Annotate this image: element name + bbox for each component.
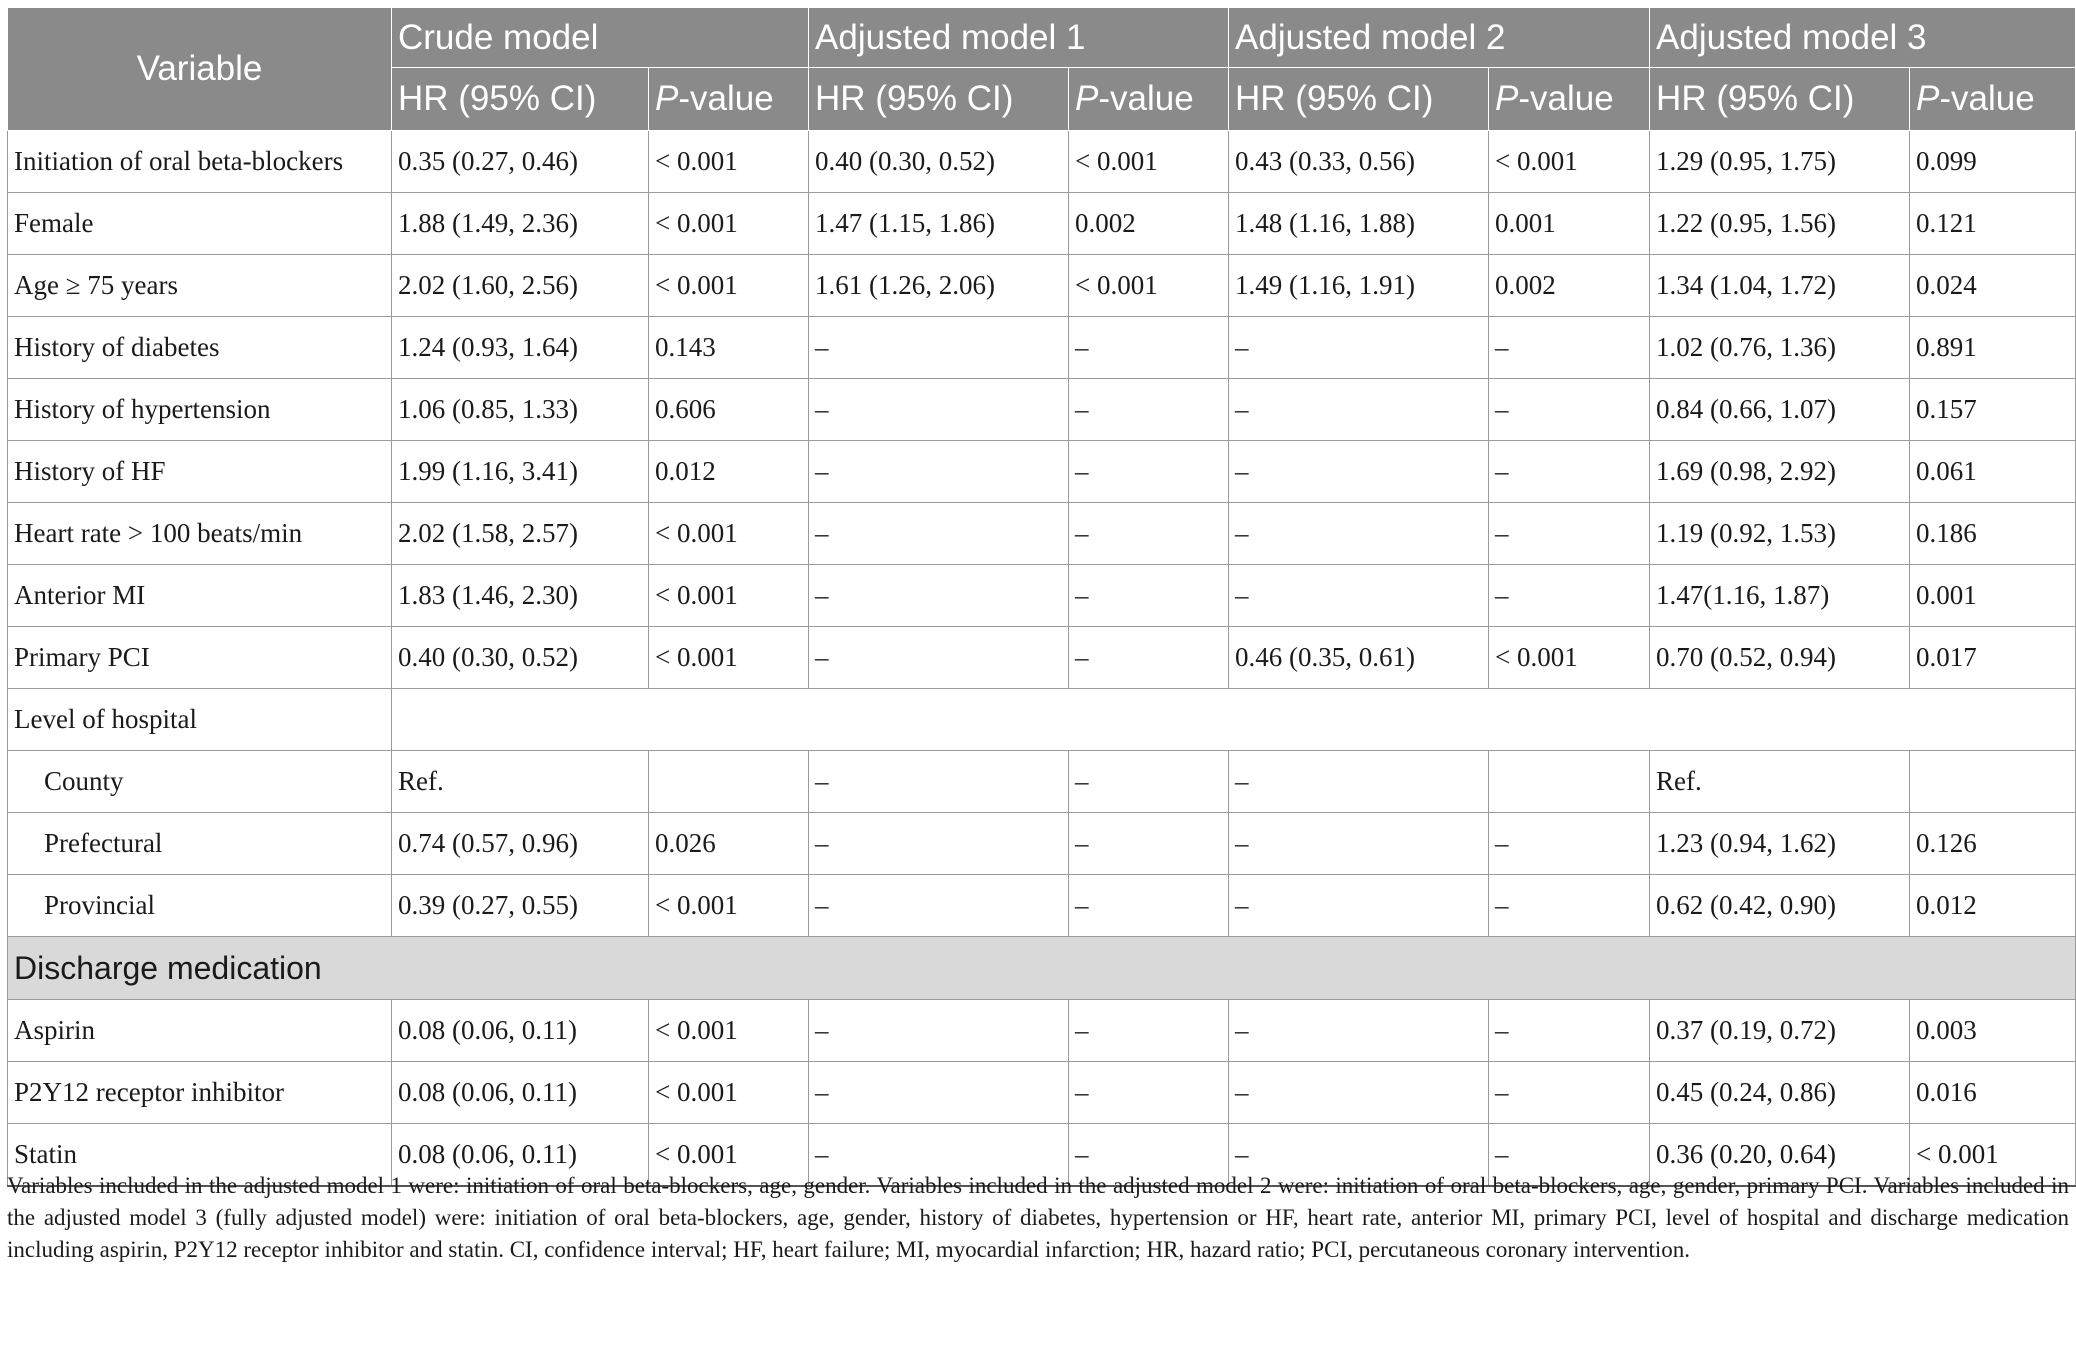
table-row — [8, 441, 2076, 503]
hr-cell: – — [809, 1000, 1069, 1062]
p-value-header — [649, 68, 809, 131]
row-label: Aspirin — [8, 1000, 392, 1062]
p-value-cell: 0.001 — [1910, 565, 2076, 627]
p-value-cell — [1910, 751, 2076, 813]
hr-cell: – — [809, 565, 1069, 627]
p-value-cell: 0.012 — [649, 441, 809, 503]
row-label: Primary PCI — [8, 627, 392, 689]
hr-cell: – — [1229, 1000, 1489, 1062]
p-value-cell: – — [1489, 1000, 1650, 1062]
hr-cell: – — [809, 1124, 1069, 1187]
row-label: Heart rate > 100 beats/min — [8, 503, 392, 565]
p-value-cell: 0.099 — [1910, 131, 2076, 193]
p-value-cell: < 0.001 — [1910, 1124, 2076, 1187]
hr-cell: – — [1229, 441, 1489, 503]
p-value-cell: 0.002 — [1489, 255, 1650, 317]
hr-cell: – — [1229, 1124, 1489, 1187]
p-value-cell: < 0.001 — [649, 503, 809, 565]
p-value-cell: < 0.001 — [649, 255, 809, 317]
hr-cell: – — [809, 627, 1069, 689]
hr-cell: 1.99 (1.16, 3.41) — [392, 441, 649, 503]
p-value-cell: 0.026 — [649, 813, 809, 875]
hr-ci-header: HR (95% CI) — [809, 68, 1069, 131]
table-row — [8, 875, 2076, 937]
hr-cell: 0.39 (0.27, 0.55) — [392, 875, 649, 937]
row-label: History of HF — [8, 441, 392, 503]
row-label: History of hypertension — [8, 379, 392, 441]
row-label: Initiation of oral beta-blockers — [8, 131, 392, 193]
p-value-cell: < 0.001 — [649, 1000, 809, 1062]
p-value-cell: < 0.001 — [649, 1062, 809, 1124]
p-value-cell: 0.126 — [1910, 813, 2076, 875]
table-row — [8, 627, 2076, 689]
table-body — [8, 131, 2076, 1187]
table-row — [8, 379, 2076, 441]
p-value-cell: – — [1069, 813, 1229, 875]
hr-cell: 1.02 (0.76, 1.36) — [1650, 317, 1910, 379]
p-value-cell — [649, 751, 809, 813]
p-value-header — [1910, 68, 2076, 131]
p-value-cell: 0.143 — [649, 317, 809, 379]
p-value-cell: – — [1489, 565, 1650, 627]
hr-cell: 1.48 (1.16, 1.88) — [1229, 193, 1489, 255]
hr-cell: 0.46 (0.35, 0.61) — [1229, 627, 1489, 689]
hr-cell: 0.08 (0.06, 0.11) — [392, 1124, 649, 1187]
p-value-cell: < 0.001 — [649, 131, 809, 193]
hr-cell: 2.02 (1.58, 2.57) — [392, 503, 649, 565]
p-value-cell: – — [1069, 1124, 1229, 1187]
p-value-cell: – — [1069, 1062, 1229, 1124]
p-value-cell: – — [1489, 503, 1650, 565]
row-label: Age ≥ 75 years — [8, 255, 392, 317]
adjusted-model-3-header: Adjusted model 3 — [1650, 8, 2076, 68]
hr-cell: – — [1229, 1062, 1489, 1124]
p-value-cell: – — [1489, 875, 1650, 937]
p-value-cell: – — [1489, 441, 1650, 503]
hr-cell: 0.74 (0.57, 0.96) — [392, 813, 649, 875]
hazard-ratio-table — [7, 7, 2076, 1187]
table-container — [7, 7, 2075, 1187]
p-letter: P — [1916, 79, 1940, 118]
p-value-cell: 0.016 — [1910, 1062, 2076, 1124]
p-value-cell: – — [1069, 503, 1229, 565]
row-label: Female — [8, 193, 392, 255]
p-value-cell: 0.024 — [1910, 255, 2076, 317]
p-value-cell: – — [1069, 379, 1229, 441]
p-value-cell: 0.061 — [1910, 441, 2076, 503]
p-value-cell: 0.003 — [1910, 1000, 2076, 1062]
crude-model-header: Crude model — [392, 8, 809, 68]
p-value-cell: 0.121 — [1910, 193, 2076, 255]
p-value-cell: < 0.001 — [649, 627, 809, 689]
hr-cell: Ref. — [1650, 751, 1910, 813]
hr-cell: 1.19 (0.92, 1.53) — [1650, 503, 1910, 565]
hr-cell: – — [809, 317, 1069, 379]
row-label: History of diabetes — [8, 317, 392, 379]
row-label: Statin — [8, 1124, 392, 1187]
table-row — [8, 751, 2076, 813]
hr-cell: – — [1229, 379, 1489, 441]
p-suffix: -value — [1098, 79, 1194, 118]
table-row — [8, 503, 2076, 565]
hr-cell: 0.62 (0.42, 0.90) — [1650, 875, 1910, 937]
adjusted-model-1-header: Adjusted model 1 — [809, 8, 1229, 68]
p-letter: P — [655, 79, 679, 118]
p-value-cell: 0.012 — [1910, 875, 2076, 937]
hr-cell: 1.49 (1.16, 1.91) — [1229, 255, 1489, 317]
hr-cell: 1.24 (0.93, 1.64) — [392, 317, 649, 379]
p-value-cell: – — [1489, 1124, 1650, 1187]
hr-cell: – — [809, 379, 1069, 441]
p-value-cell: – — [1489, 813, 1650, 875]
hr-cell: Ref. — [392, 751, 649, 813]
hr-cell: – — [809, 875, 1069, 937]
hr-cell: 0.40 (0.30, 0.52) — [809, 131, 1069, 193]
hr-cell: 1.47 (1.15, 1.86) — [809, 193, 1069, 255]
hr-cell: 1.83 (1.46, 2.30) — [392, 565, 649, 627]
table-footnote: Variables included in the adjusted model 1 were: initiation of oral beta-blockers, age, gender. Variables included in the adjusted model 2 were: initiation of oral beta-blockers, age, gender, primary PCI. Variables included in the adjusted model 3 (fully adjusted model) were: initiation of oral beta-blockers, age, gender, history of diabetes, hypertension or HF, heart rate, anterior MI, primary PCI, level of hospital and discharge medication including aspirin, P2Y12 receptor inhibitor and statin. CI, confidence interval; HF, heart failure; MI, myocardial infarction; HR, hazard ratio; PCI, percutaneous coronary intervention. — [7, 1173, 2069, 1262]
discharge-section-label: Discharge medication — [8, 937, 2076, 1000]
table-row — [8, 317, 2076, 379]
table-row — [8, 813, 2076, 875]
p-value-cell: – — [1069, 565, 1229, 627]
hr-cell: 1.29 (0.95, 1.75) — [1650, 131, 1910, 193]
row-label: P2Y12 receptor inhibitor — [8, 1062, 392, 1124]
variable-header: Variable — [8, 8, 392, 131]
p-value-cell: – — [1489, 379, 1650, 441]
discharge-section-row — [8, 937, 2076, 1000]
p-value-cell: < 0.001 — [649, 565, 809, 627]
p-value-cell: < 0.001 — [1489, 131, 1650, 193]
hr-cell: 1.06 (0.85, 1.33) — [392, 379, 649, 441]
hr-cell: – — [809, 441, 1069, 503]
hr-cell: – — [1229, 503, 1489, 565]
p-value-cell: 0.157 — [1910, 379, 2076, 441]
table-row — [8, 565, 2076, 627]
table-header — [8, 8, 2076, 131]
p-value-header — [1489, 68, 1650, 131]
hr-cell: 0.36 (0.20, 0.64) — [1650, 1124, 1910, 1187]
table-row — [8, 255, 2076, 317]
hr-cell: 0.43 (0.33, 0.56) — [1229, 131, 1489, 193]
p-value-cell — [1489, 751, 1650, 813]
hr-cell: – — [1229, 751, 1489, 813]
p-value-cell: < 0.001 — [1069, 131, 1229, 193]
p-value-cell: – — [1069, 875, 1229, 937]
row-label: Prefectural — [8, 813, 392, 875]
p-value-cell: 0.186 — [1910, 503, 2076, 565]
hr-cell: 0.08 (0.06, 0.11) — [392, 1000, 649, 1062]
hr-cell: 1.88 (1.49, 2.36) — [392, 193, 649, 255]
hr-cell: – — [1229, 317, 1489, 379]
p-value-cell: < 0.001 — [649, 1124, 809, 1187]
hr-cell: 1.23 (0.94, 1.62) — [1650, 813, 1910, 875]
p-value-cell: – — [1489, 1062, 1650, 1124]
p-value-cell: < 0.001 — [649, 875, 809, 937]
hr-cell: 0.84 (0.66, 1.07) — [1650, 379, 1910, 441]
row-label: Provincial — [8, 875, 392, 937]
p-value-cell: – — [1489, 317, 1650, 379]
hr-cell: – — [1229, 565, 1489, 627]
row-label: County — [8, 751, 392, 813]
hr-cell: 2.02 (1.60, 2.56) — [392, 255, 649, 317]
table-row — [8, 1062, 2076, 1124]
p-value-cell: – — [1069, 441, 1229, 503]
table-row — [8, 131, 2076, 193]
p-suffix: -value — [678, 79, 774, 118]
hr-cell: 0.35 (0.27, 0.46) — [392, 131, 649, 193]
p-value-cell: 0.017 — [1910, 627, 2076, 689]
p-value-cell: – — [1069, 317, 1229, 379]
hr-cell: 1.61 (1.26, 2.06) — [809, 255, 1069, 317]
p-value-cell: – — [1069, 751, 1229, 813]
hr-cell: 0.40 (0.30, 0.52) — [392, 627, 649, 689]
hr-cell: – — [809, 1062, 1069, 1124]
p-suffix: -value — [1518, 79, 1614, 118]
p-value-cell: 0.606 — [649, 379, 809, 441]
hr-ci-header: HR (95% CI) — [1650, 68, 1910, 131]
hr-cell: 0.45 (0.24, 0.86) — [1650, 1062, 1910, 1124]
hospital-group-spacer — [392, 689, 2076, 751]
hr-cell: – — [809, 503, 1069, 565]
p-value-cell: < 0.001 — [1069, 255, 1229, 317]
p-value-cell: 0.001 — [1489, 193, 1650, 255]
table-row — [8, 193, 2076, 255]
p-suffix: -value — [1939, 79, 2035, 118]
adjusted-model-2-header: Adjusted model 2 — [1229, 8, 1650, 68]
table-row — [8, 1000, 2076, 1062]
row-label: Anterior MI — [8, 565, 392, 627]
hr-cell: – — [1229, 875, 1489, 937]
hr-cell: 0.08 (0.06, 0.11) — [392, 1062, 649, 1124]
hr-ci-header: HR (95% CI) — [1229, 68, 1489, 131]
hr-cell: 0.37 (0.19, 0.72) — [1650, 1000, 1910, 1062]
p-value-header — [1069, 68, 1229, 131]
hr-cell: 1.69 (0.98, 2.92) — [1650, 441, 1910, 503]
hr-cell: 1.22 (0.95, 1.56) — [1650, 193, 1910, 255]
p-value-cell: – — [1069, 1000, 1229, 1062]
hr-cell: – — [809, 813, 1069, 875]
p-value-cell: < 0.001 — [649, 193, 809, 255]
hr-cell: – — [809, 751, 1069, 813]
p-value-cell: – — [1069, 627, 1229, 689]
p-value-cell: 0.891 — [1910, 317, 2076, 379]
p-value-cell: 0.002 — [1069, 193, 1229, 255]
hospital-group-row — [8, 689, 2076, 751]
hr-ci-header: HR (95% CI) — [392, 68, 649, 131]
hr-cell: 0.70 (0.52, 0.94) — [1650, 627, 1910, 689]
p-value-cell: < 0.001 — [1489, 627, 1650, 689]
hr-cell: – — [1229, 813, 1489, 875]
hospital-group-label: Level of hospital — [8, 689, 392, 751]
p-letter: P — [1495, 79, 1519, 118]
hr-cell: 1.47(1.16, 1.87) — [1650, 565, 1910, 627]
hr-cell: 1.34 (1.04, 1.72) — [1650, 255, 1910, 317]
p-letter: P — [1075, 79, 1099, 118]
